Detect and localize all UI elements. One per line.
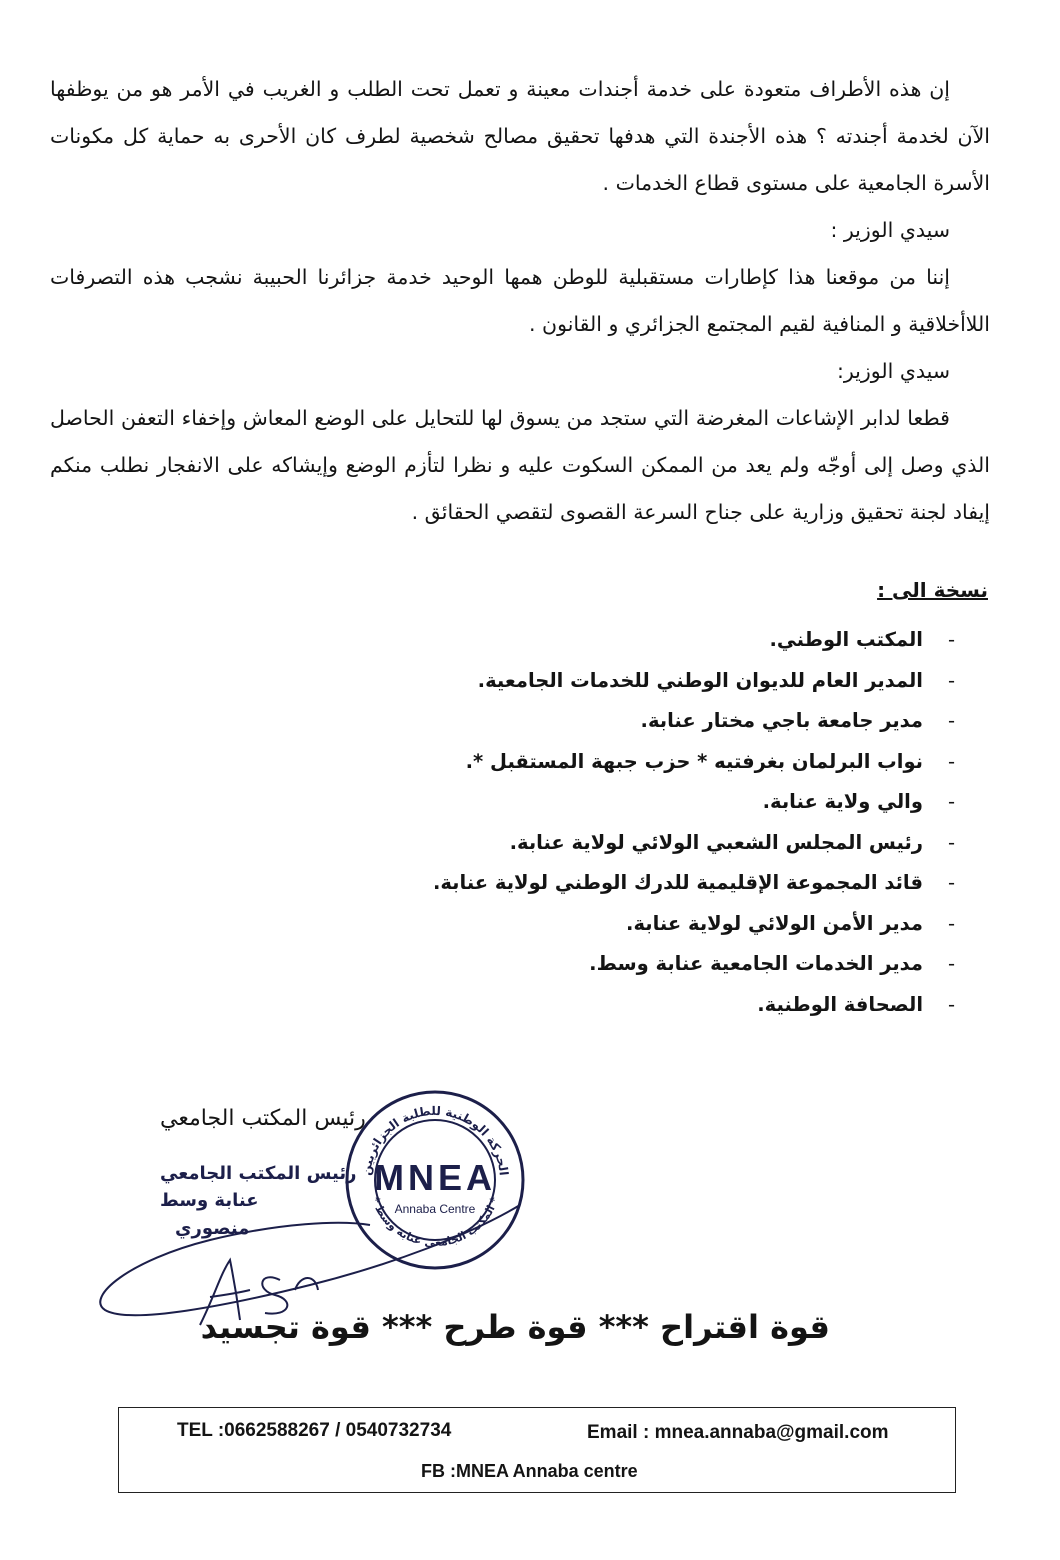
paragraph-text: إن هذه الأطراف متعودة على خدمة أجندات معينة و تعمل تحت الطلب و الغريب في الأمر هو من يوظفها الآن لخدمة أجندته ؟ هذه الأجندة التي هدفها تحقيق مصالح شخصية لطرف كان الأحرى به حماية كل مكونات الأسرة الجامعية على مستوى قطاع الخدمات . (50, 77, 990, 195)
stamp-text-line-2: عنابة وسط (160, 1190, 259, 1211)
cc-recipient-item (335, 985, 955, 1026)
cc-recipient-item (335, 944, 955, 985)
cc-recipient-text: الصحافة الوطنية. (757, 992, 923, 1016)
cc-heading: نسخة الى : (877, 578, 988, 602)
cc-recipient-text: رئيس المجلس الشعبي الولائي لولاية عنابة. (509, 830, 923, 854)
cc-recipient-item (335, 782, 955, 823)
cc-recipient-text: المدير العام للديوان الوطني للخدمات الجامعية. (477, 668, 923, 692)
cc-recipient-text: نواب البرلمان بغرفتيه * حزب جبهة المستقبل *. (465, 749, 923, 773)
seal-name: MNEA (374, 1157, 496, 1198)
cc-recipient-item (335, 863, 955, 904)
paragraph-text: إننا من موقعنا هذا كإطارات مستقبلية للوطن همها الوحيد خدمة جزائرنا الحبيبة نشجب هذه التصرفات اللاأخلاقية و المنافية لقيم المجتمع الجزائري و القانون . (50, 265, 990, 336)
contact-footer (118, 1407, 956, 1493)
signature-loop-stroke (100, 1205, 520, 1315)
bullet-dash: - (947, 790, 955, 813)
organization-motto: قوة اقتراح *** قوة طرح *** قوة تجسيد (200, 1308, 830, 1346)
stamp-text-line-1: رئيس المكتب الجامعي (160, 1163, 357, 1184)
stamp-text-line-3: منصوري (175, 1218, 250, 1239)
bullet-dash: - (947, 668, 955, 692)
cc-recipient-text: والي ولاية عنابة. (762, 790, 923, 813)
cc-recipient-text: مدير جامعة باجي مختار عنابة. (640, 709, 923, 732)
bullet-dash: - (947, 992, 955, 1016)
bullet-dash: - (947, 952, 955, 975)
signature-and-seal (90, 1085, 560, 1345)
bullet-dash: - (947, 749, 955, 773)
letter-address-2 (50, 348, 990, 395)
cc-recipient-text: مدير الأمن الولائي لولاية عنابة. (626, 911, 923, 935)
seal-ring-bottom-text: * المكتب الجامعي عنابة وسط * (368, 1195, 502, 1250)
salutation-text: سيدي الوزير : (830, 218, 950, 242)
signature-title: رئيس المكتب الجامعي (160, 1106, 366, 1131)
cc-recipient-text: قائد المجموعة الإقليمية للدرك الوطني لولاية عنابة. (432, 871, 923, 894)
cc-list (335, 620, 955, 1025)
cc-recipient-item (335, 661, 955, 702)
salutation-text: سيدي الوزير: (836, 359, 950, 383)
letter-address-1 (50, 207, 990, 254)
cc-recipient-item (335, 823, 955, 864)
bullet-dash: - (947, 911, 955, 935)
footer-phone: TEL :0662588267 / 0540732734 (177, 1420, 452, 1441)
cc-recipient-item (335, 742, 955, 783)
bullet-dash: - (947, 709, 955, 732)
cc-recipient-text: المكتب الوطني. (769, 628, 923, 651)
bullet-dash: - (947, 628, 955, 651)
cc-recipient-text: مدير الخدمات الجامعية عنابة وسط. (589, 952, 923, 975)
paragraph-text: قطعا لدابر الإشاعات المغرضة التي ستجد من يسوق لها للتحايل على الوضع المعاش وإخفاء التعفن الحاصل الذي وصل إلى أوجّه ولم يعد من الممكن السكوت عليه و نظرا لتأزم الوضع وإيشاكه على الانفجار نطلب منكم إيفاد لجنة تحقيق وزارية على جناح السرعة القصوى لتقصي الحقائق . (50, 406, 990, 524)
cc-recipient-item (335, 620, 955, 661)
bullet-dash: - (947, 830, 955, 854)
footer-email: Email : mnea.annaba@gmail.com (587, 1422, 889, 1443)
seal-ring-top-text: الحركة الوطنية للطلبة الجزائريين (359, 1103, 511, 1177)
bullet-dash: - (947, 871, 955, 894)
letter-paragraph-3 (50, 395, 990, 536)
letter-paragraph-1 (50, 66, 990, 207)
seal-subtitle: Annaba Centre (394, 1202, 476, 1216)
cc-recipient-item (335, 701, 955, 742)
letter-paragraph-2 (50, 254, 990, 348)
footer-facebook: FB :MNEA Annaba centre (421, 1461, 638, 1481)
cc-recipient-item (335, 904, 955, 945)
